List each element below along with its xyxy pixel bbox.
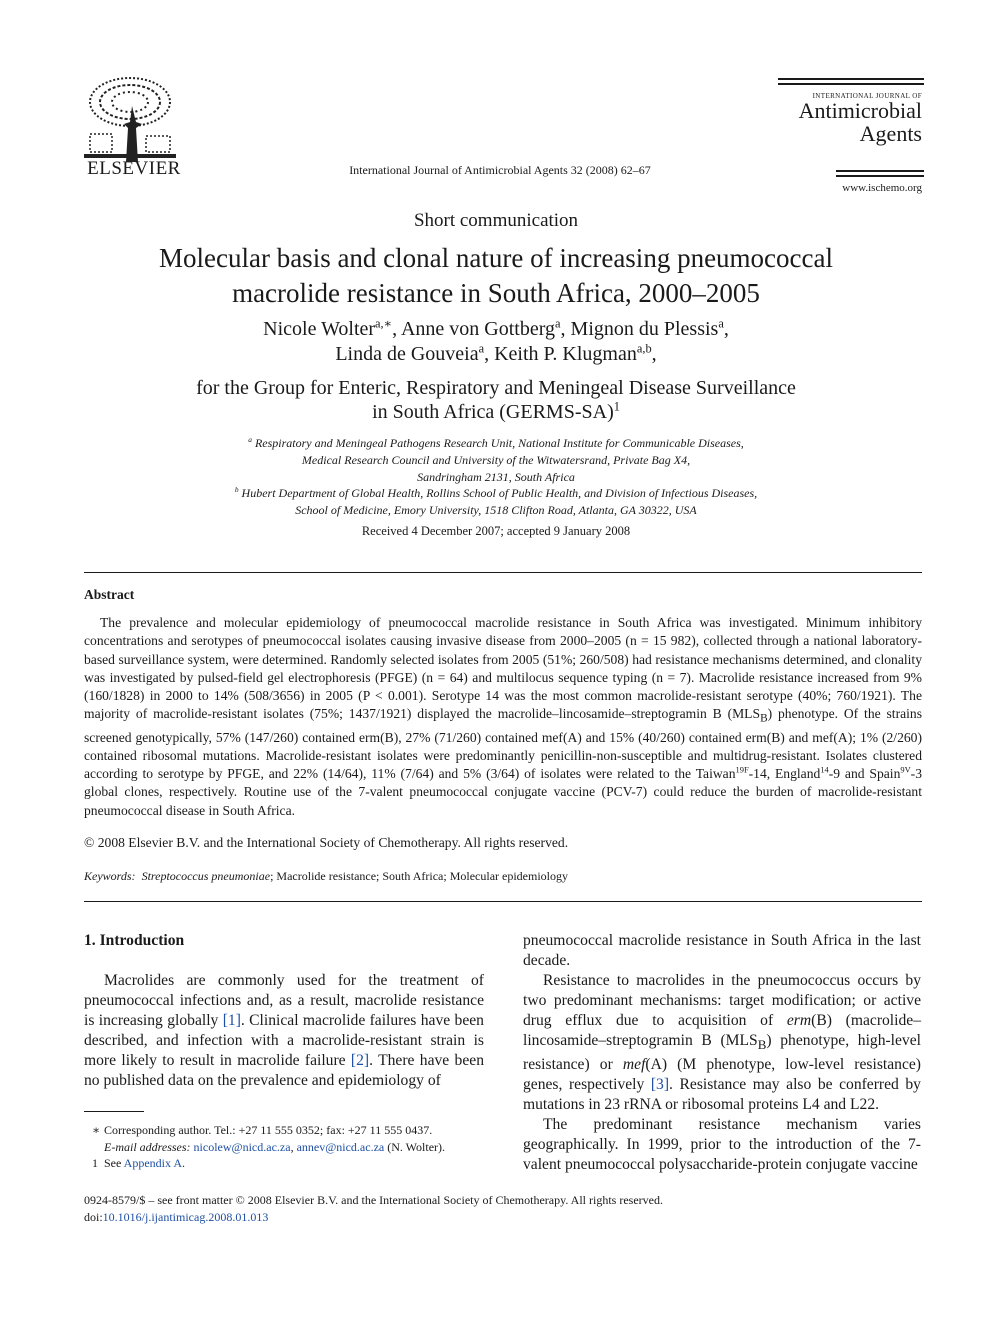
- affiliation-mark: a: [248, 435, 252, 444]
- author-name: Nicole Wolter: [263, 318, 376, 340]
- author-separator: ,: [723, 318, 729, 340]
- abstract-text-segment: ) phenotype. Of the strains screened genotypically, 57% (147/260) contained erm(B), 27% (71/260) contained mef(A) and 15% (40/260) contained erm(B) and mef(A); 1% (2/260) contained ribosomal mutations. Macrolide-resistant isolates were predominantly penicillin-non-susceptible and multidrug-resistant. Isolates clustered according to serotype by PFGE, and 22% (14/64), 11% (7/64) and 5% (3/64) of isolates were related to the Taiwan: [84, 706, 922, 782]
- masthead-rule-bottom-2: [836, 175, 924, 177]
- copyright-notice: © 2008 Elsevier B.V. and the International Society of Chemotherapy. All rights reserved.: [84, 835, 569, 850]
- masthead-rule-bottom: [836, 170, 924, 172]
- abstract-bottom-rule: [84, 901, 922, 902]
- author-name: Mignon du Plessis: [570, 318, 719, 340]
- body-text: Resistance to macrolides in the pneumococcus occurs by two predominant mechanisms: target modification; or active drug efflux due to acquisition of: [523, 972, 921, 1029]
- abstract-superscript: 19F: [735, 764, 749, 775]
- author-group-line2: [0, 401, 992, 424]
- elsevier-tree-logo-icon: [84, 76, 176, 164]
- reference-link[interactable]: [1]: [222, 1012, 241, 1029]
- journal-masthead: [778, 78, 924, 198]
- affiliation-text: Hubert Department of Global Health, Rollins School of Public Health, and Division of Infectious Diseases,: [241, 486, 758, 500]
- reference-link[interactable]: [3]: [650, 1076, 670, 1094]
- abstract-subscript: B: [760, 713, 768, 726]
- author-separator: ,: [560, 318, 571, 340]
- masthead-rule-top: [778, 78, 924, 80]
- author-affiliation-mark[interactable]: a,∗: [375, 316, 393, 331]
- body-subscript: B: [757, 1037, 767, 1053]
- email-label: E-mail addresses:: [104, 1140, 191, 1154]
- author-name: Linda de Gouveia: [335, 343, 479, 365]
- keywords: [84, 869, 922, 884]
- abstract-text-segment: The prevalence and molecular epidemiology of pneumococcal macrolide resistance in South Africa was investigated. Minimum inhibitory concentrations and serotypes of pneumococcal isolates causing invasive disease from 2000–2005 (n = 15 982), collected through a national laboratory-based surveillance system, were determined. Randomly selected isolates from 2005 (51%; 260/508) had resistance mechanisms determined, and clonality was investigated by pulsed-field gel electrophoresis (PFGE) (n = 64) and multilocus sequence typing (n = 7). Macrolide resistance increased from 9% (160/1828) in 2000 to 14% (508/3656) in 2005 (P < 0.001). Serotype 14 was the most common macrolide-resistant serotype (40%; 760/1921). The majority of macrolide-resistant isolates (75%; 1437/1921) displayed the macrolide–lincosamide–streptogramin B (MLS: [84, 615, 922, 722]
- affiliation-b-line1: [0, 486, 992, 501]
- group-footnote-mark[interactable]: 1: [613, 399, 620, 414]
- affiliation-a-line2: Medical Research Council and University of the Witwatersrand, Private Bag X4,: [301, 453, 691, 467]
- right-paragraph-1: pneumococcal macrolide resistance in South Africa in the last decade.: [523, 932, 921, 969]
- author-name: Keith P. Klugman: [494, 343, 637, 365]
- author-group-name: in South Africa (GERMS-SA): [372, 401, 614, 423]
- footnote-text: Corresponding author. Tel.: +27 11 555 0352; fax: +27 11 555 0437.: [104, 1123, 433, 1137]
- doi-line: [84, 1210, 268, 1225]
- keyword-species: Streptococcus pneumoniae: [141, 869, 271, 883]
- footnote-text: .: [182, 1156, 186, 1170]
- abstract-superscript: 14: [820, 764, 829, 775]
- author-affiliation-mark[interactable]: a: [478, 341, 485, 356]
- left-column-paragraph: [84, 971, 484, 1091]
- author-group-line1: for the Group for Enteric, Respiratory and Meningeal Disease Surveillance: [196, 377, 796, 399]
- footnote-rule: [84, 1111, 144, 1112]
- publisher-name: ELSEVIER: [87, 158, 181, 179]
- author-separator: ,: [392, 318, 401, 340]
- author-separator: ,: [651, 343, 657, 365]
- doi-link[interactable]: 10.1016/j.ijantimicag.2008.01.013: [102, 1210, 269, 1224]
- abstract-body: [84, 614, 922, 820]
- author-list-line1: [0, 318, 992, 341]
- right-paragraph-2: [523, 971, 921, 1115]
- body-text: ) phenotype, high-level resistance) or: [523, 1032, 921, 1074]
- abstract-text-segment: -3 global clones, respectively. Routine use of the 7-valent pneumococcal conjugate vaccine (PCV-7) could reduce the burden of macrolide-resistant pneumococcal disease in South Africa.: [84, 766, 922, 818]
- affiliation-b-line2: School of Medicine, Emory University, 1518 Clifton Road, Atlanta, GA 30322, USA: [295, 503, 697, 517]
- abstract-top-rule: [84, 572, 922, 573]
- body-text: Macrolides are commonly used for the treatment of pneumococcal infections and, as a result, macrolide resistance is increasing globally: [84, 972, 484, 1029]
- gene-name: erm: [786, 1012, 812, 1029]
- affiliation-mark: b: [234, 485, 239, 494]
- affiliation-a-line3: Sandringham 2131, South Africa: [417, 470, 575, 484]
- author-affiliation-mark[interactable]: a: [555, 316, 561, 331]
- footnote-mark: 1: [92, 1156, 98, 1170]
- author-name: Anne von Gottberg: [400, 318, 556, 340]
- abstract-superscript: 9V: [900, 764, 911, 775]
- footnote-corresponding: [84, 1122, 504, 1139]
- keywords-rest: ; Macrolide resistance; South Africa; Molecular epidemiology: [270, 869, 569, 883]
- affiliation-text: Respiratory and Meningeal Pathogens Research Unit, National Institute for Communicable Diseases,: [254, 436, 744, 450]
- abstract-text-segment: -9 and Spain: [828, 766, 901, 782]
- author-list-line2: [0, 343, 992, 366]
- body-text: (B) (macrolide–lincosamide–streptogramin B (MLS: [523, 1012, 921, 1049]
- received-dates: Received 4 December 2007; accepted 9 January 2008: [361, 524, 631, 538]
- email-link[interactable]: annev@nicd.ac.za: [296, 1140, 385, 1154]
- doi-label: doi:: [84, 1210, 103, 1224]
- affiliation-a-line1: [0, 436, 992, 451]
- right-paragraph-3: The predominant resistance mechanism varies geographically. In 1999, prior to the introduction of the 7-valent pneumococcal polysaccharide-protein conjugate vaccine: [523, 1116, 921, 1174]
- footnote-mark: ∗: [92, 1123, 101, 1137]
- masthead-title-line2: Agents: [859, 121, 922, 146]
- author-affiliation-mark[interactable]: a,b: [636, 341, 652, 356]
- author-affiliation-mark[interactable]: a: [718, 316, 724, 331]
- footnote-emails: [84, 1139, 504, 1156]
- reference-link[interactable]: [2]: [350, 1052, 370, 1069]
- masthead-small-text: INTERNATIONAL JOURNAL OF: [812, 92, 922, 100]
- journal-url[interactable]: www.ischemo.org: [842, 182, 922, 194]
- section-heading: 1. Introduction: [84, 932, 185, 949]
- gene-name: mef: [622, 1056, 646, 1074]
- keywords-label: Keywords:: [84, 869, 136, 883]
- article-title-line1: Molecular basis and clonal nature of increasing pneumococcal: [159, 243, 833, 273]
- article-type: Short communication: [413, 210, 579, 231]
- body-text: . Clinical macrolide failures have been described, and infection with a macrolide-resistant strain is more likely to result in macrolide failure: [84, 1012, 484, 1069]
- body-text: . Resistance may also be conferred by mutations in 23 rRNA or ribosomal proteins L4 and L22.: [523, 1076, 921, 1114]
- email-separator: ,: [290, 1140, 297, 1154]
- masthead-title-line1: Antimicrobial: [798, 98, 922, 123]
- body-text: (A) (M phenotype, low-level resistance) genes, respectively: [523, 1056, 921, 1094]
- footnote-text: (N. Wolter).: [384, 1140, 446, 1154]
- body-text: . There have been no published data on the prevalence and epidemiology of: [84, 1052, 484, 1089]
- email-link[interactable]: nicolew@nicd.ac.za: [193, 1140, 291, 1154]
- abstract-heading: Abstract: [84, 587, 135, 602]
- journal-citation: International Journal of Antimicrobial Agents 32 (2008) 62–67: [349, 163, 651, 177]
- appendix-link[interactable]: Appendix A: [123, 1156, 183, 1170]
- abstract-text-segment: -14, England: [748, 766, 821, 782]
- footnote-appendix: [84, 1155, 504, 1172]
- issn-line: 0924-8579/$ – see front matter © 2008 Elsevier B.V. and the International Society of Chemotherapy. All rights reserved.: [84, 1193, 663, 1207]
- footnote-text: See: [104, 1156, 124, 1170]
- masthead-rule-top-2: [778, 83, 924, 85]
- right-column: [523, 931, 921, 1175]
- author-separator: ,: [484, 343, 495, 365]
- article-title-line2: macrolide resistance in South Africa, 2000–2005: [232, 278, 760, 308]
